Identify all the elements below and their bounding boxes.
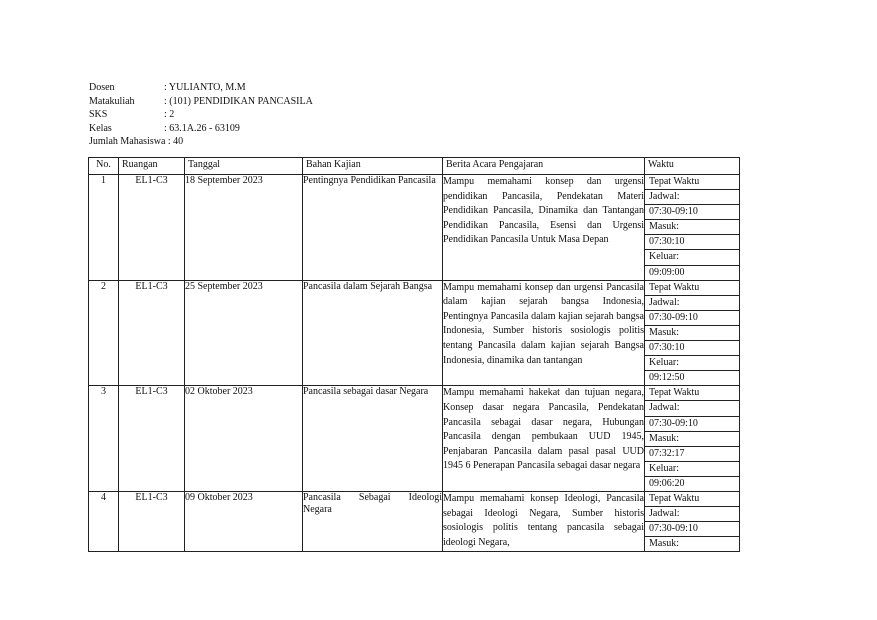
table-row xyxy=(89,491,740,551)
row-ruangan: EL1-C3 xyxy=(119,175,185,281)
row-bahan: Pancasila sebagai dasar Negara xyxy=(303,386,443,492)
row-no: 4 xyxy=(89,491,119,551)
row-no: 1 xyxy=(89,175,119,281)
table-row xyxy=(89,175,740,281)
row-bahan: Pancasila dalam Sejarah Bangsa xyxy=(303,280,443,386)
row-tanggal: 25 September 2023 xyxy=(185,280,303,386)
waktu-keluar-label: Keluar: xyxy=(645,356,739,371)
row-waktu xyxy=(645,175,740,281)
waktu-jadwal-value: 07:30-09:10 xyxy=(645,205,739,220)
table-row xyxy=(89,386,740,492)
attendance-table xyxy=(88,157,740,552)
col-header-ruangan: Ruangan xyxy=(119,158,185,175)
waktu-keluar-label: Keluar: xyxy=(645,462,739,477)
col-header-bahan: Bahan Kajian xyxy=(303,158,443,175)
waktu-masuk-label: Masuk: xyxy=(649,538,679,550)
waktu-jadwal-value: 07:30-09:10 xyxy=(645,522,739,537)
lecturer-info xyxy=(89,81,313,149)
waktu-keluar-value: 09:12:50 xyxy=(649,372,685,384)
matakuliah-row xyxy=(89,95,313,109)
kelas-value: : 63.1A.26 - 63109 xyxy=(164,122,240,134)
row-ruangan: EL1-C3 xyxy=(119,280,185,386)
kelas-row xyxy=(89,122,313,136)
col-header-tanggal: Tanggal xyxy=(185,158,303,175)
row-berita xyxy=(443,491,645,551)
jumlah-row xyxy=(89,135,313,149)
row-bahan: Pancasila Sebagai Ideologi Negara xyxy=(303,491,443,551)
waktu-jadwal-label: Jadwal: xyxy=(645,507,739,522)
row-waktu xyxy=(645,491,740,551)
sks-row xyxy=(89,108,313,122)
row-no: 2 xyxy=(89,280,119,386)
kelas-label: Kelas xyxy=(89,122,112,134)
row-ruangan: EL1-C3 xyxy=(119,386,185,492)
waktu-keluar-value: 09:06:20 xyxy=(649,477,685,489)
col-header-waktu: Waktu xyxy=(645,158,740,175)
col-header-no: No. xyxy=(89,158,119,175)
waktu-status: Tepat Waktu xyxy=(645,281,739,296)
row-berita: Mampu memahami konsep dan urgensi pendidikan Pancasila, Pendekatan Materi Pendidikan Pancasila, Dinamika dan Tantangan Pendidikan Pancasila, Esensi dan Urgensi Pendidikan Pancasila Untuk Masa Depan xyxy=(443,175,645,281)
jumlah-mahasiswa: Jumlah Mahasiswa : 40 xyxy=(89,136,184,148)
dosen-row xyxy=(89,81,313,95)
table-header-row xyxy=(89,158,740,175)
waktu-keluar-label: Keluar: xyxy=(645,250,739,265)
row-waktu xyxy=(645,280,740,386)
row-berita: Mampu memahami konsep dan urgensi Pancasila dalam kajian sejarah bangsa Indonesia, Pentingnya Pancasila dalam kajian sejarah bangsa Indonesia, Sumber historis sosiologis politis tentang Pancasila dalam kajian sejarah Bangsa Indonesia, dinamika dan tantangan xyxy=(443,280,645,386)
row-tanggal: 09 Oktober 2023 xyxy=(185,491,303,551)
sks-value: : 2 xyxy=(164,109,175,121)
waktu-jadwal-label: Jadwal: xyxy=(645,296,739,311)
row-berita-text: Mampu memahami konsep Ideologi, Pancasila sebagai Ideologi Negara, Sumber historis sosiologis politis tentang pancasila sebagai ideologi Negara, xyxy=(443,492,644,548)
waktu-keluar-value: 09:09:00 xyxy=(649,266,685,278)
waktu-masuk-value: 07:30:10 xyxy=(645,235,739,250)
sks-label: SKS xyxy=(89,109,108,121)
waktu-jadwal-label: Jadwal: xyxy=(645,190,739,205)
waktu-jadwal-value: 07:30-09:10 xyxy=(645,311,739,326)
waktu-masuk-label: Masuk: xyxy=(645,432,739,447)
waktu-masuk-value: 07:32:17 xyxy=(645,447,739,462)
waktu-masuk-label: Masuk: xyxy=(645,220,739,235)
dosen-label: Dosen xyxy=(89,82,115,93)
row-bahan: Pentingnya Pendidikan Pancasila xyxy=(303,175,443,281)
waktu-jadwal-label: Jadwal: xyxy=(645,401,739,416)
row-berita: Mampu memahami hakekat dan tujuan negara, Konsep dasar negara Pancasila, Pendekatan Pancasila sebagai dasar negara, Hubungan Pancasila dengan pembukaan UUD 1945, Penjabaran Pancasila dalam pasal pasal UUD 1945 6 Penerapan Pancasila sebagai dasar negara xyxy=(443,386,645,492)
matakuliah-label: Matakuliah xyxy=(89,95,135,107)
waktu-jadwal-value: 07:30-09:10 xyxy=(645,417,739,432)
dosen-value: : YULIANTO, M.M xyxy=(164,82,246,93)
waktu-masuk-label: Masuk: xyxy=(645,326,739,341)
row-tanggal: 18 September 2023 xyxy=(185,175,303,281)
waktu-status: Tepat Waktu xyxy=(645,492,739,507)
row-tanggal: 02 Oktober 2023 xyxy=(185,386,303,492)
waktu-masuk-value: 07:30:10 xyxy=(645,341,739,356)
table-row xyxy=(89,280,740,386)
row-no: 3 xyxy=(89,386,119,492)
col-header-berita: Berita Acara Pengajaran xyxy=(443,158,645,175)
row-waktu xyxy=(645,386,740,492)
row-ruangan: EL1-C3 xyxy=(119,491,185,551)
matakuliah-value: : (101) PENDIDIKAN PANCASILA xyxy=(164,95,313,107)
waktu-status: Tepat Waktu xyxy=(645,386,739,401)
waktu-status: Tepat Waktu xyxy=(645,175,739,190)
